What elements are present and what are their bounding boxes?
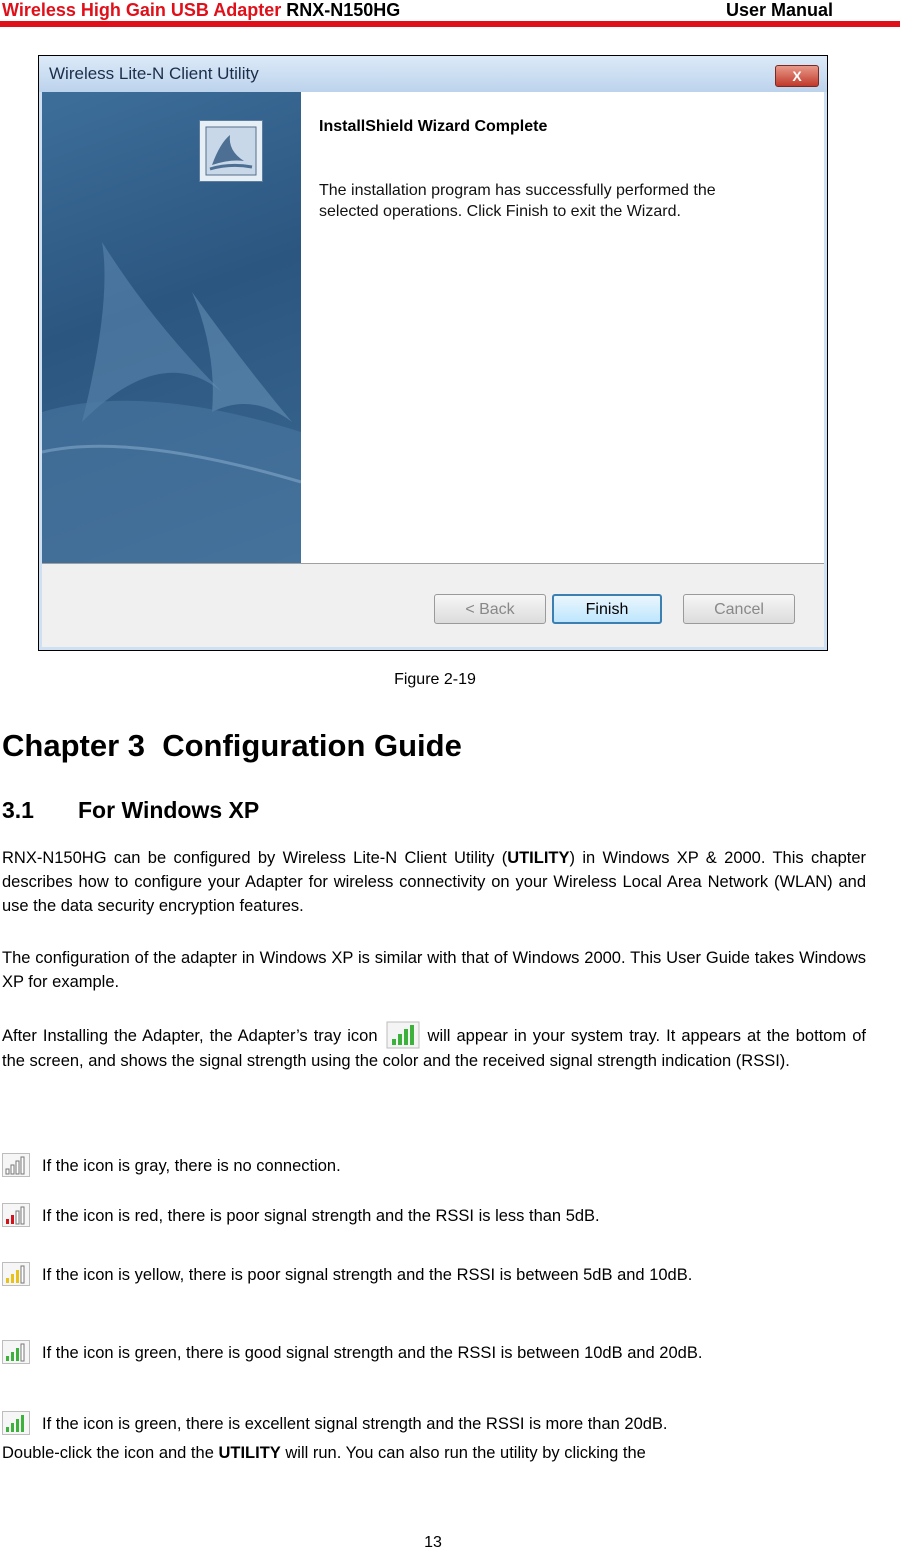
signal-row-green: If the icon is green, there is good signal strength and the RSSI is between 10dB and 20dB. [2,1340,866,1365]
chapter-heading: Chapter 3 Configuration Guide [2,728,462,763]
wizard-message: The installation program has successfully performed the selected operations. Click Finish to exit the Wizard. [319,182,716,220]
cancel-button[interactable]: Cancel [683,594,795,624]
wizard-side-banner [42,92,301,563]
installshield-logo [199,120,263,182]
dialog-title: Wireless Lite-N Client Utility [49,64,259,83]
dialog-divider [42,563,824,564]
tray-signal-icon [386,1021,420,1049]
signal-gray-icon [2,1153,30,1177]
header-model: RNX-N150HG [286,0,401,20]
finish-button[interactable]: Finish [552,594,662,624]
close-button[interactable]: X [775,65,819,87]
signal-red-icon [2,1203,30,1227]
figure-caption: Figure 2-19 [394,671,476,688]
config-paragraph: The configuration of the adapter in Windows XP is similar with that of Windows 2000. This User Guide takes Windows XP for example. [2,949,866,991]
section-number: 3.1 [2,797,34,823]
closing-paragraph: Double-click the icon and the UTILITY will run. You can also run the utility by clicking the [2,1444,646,1462]
header-product: Wireless High Gain USB Adapter [2,0,282,20]
header-title [2,0,400,20]
signal-row-gray: If the icon is gray, there is no connection. [2,1153,866,1178]
signal-row-green-full: If the icon is green, there is excellent signal strength and the RSSI is more than 20dB. [2,1411,866,1436]
tray-paragraph: After Installing the Adapter, the Adapter’s tray icon will appear in your system tray. It appears at the bottom of the screen, and shows the signal strength using the color and the received signal strength indication (RSSI). [2,1021,866,1073]
intro-paragraph: RNX-N150HG can be configured by Wireless Lite-N Client Utility (UTILITY) in Windows XP & 2000. This chapter describes how to configure your Adapter for wireless connectivity on your Wireless Local Area Network (WLAN) and use the data security encryption features. [2,849,866,915]
utility-term: UTILITY [507,849,570,867]
signal-yellow-icon [2,1262,30,1286]
header-doc-type: User Manual [726,0,834,20]
signal-row-yellow: If the icon is yellow, there is poor signal strength and the RSSI is between 5dB and 10dB. [2,1262,866,1287]
wizard-dialog-screenshot [38,55,828,651]
utility-term-2: UTILITY [218,1444,281,1462]
dialog-titlebar [39,56,827,92]
section-heading [2,797,259,824]
signal-green-icon [2,1340,30,1364]
wizard-content [301,92,824,563]
wizard-heading: InstallShield Wizard Complete [319,118,548,135]
header-rule [0,21,900,27]
dialog-body [42,92,824,647]
section-title: For Windows XP [78,797,260,823]
page-header [0,0,900,32]
back-button[interactable]: < Back [434,594,546,624]
signal-green-full-icon [2,1411,30,1435]
page-number: 13 [424,1534,442,1551]
signal-row-red: If the icon is red, there is poor signal strength and the RSSI is less than 5dB. [2,1203,866,1228]
